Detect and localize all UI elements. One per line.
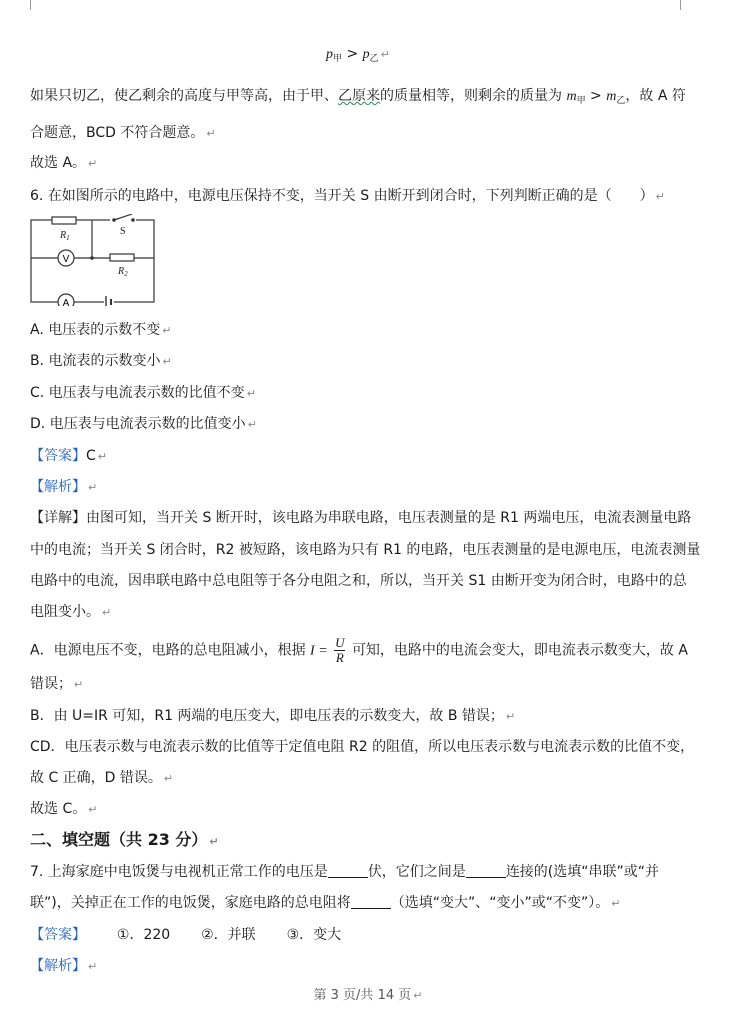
- question-7-line-2: 联”)，关掉正在工作的电饭煲，家庭电路的总电阻将 （选填“变大”、“变小”或“不变”）。 ↵: [30, 895, 621, 911]
- option-c: C. 电压表与电流表示数的比值不变 ↵: [30, 385, 256, 401]
- battery: [104, 296, 114, 306]
- resistor-r1: [52, 217, 76, 224]
- resistor-r2: [110, 254, 134, 261]
- option-d: D. 电压表与电流表示数的比值变小 ↵: [30, 416, 257, 432]
- svg-text:V: V: [62, 254, 70, 265]
- page-footer: 第 3 页/共 14 页 ↵: [313, 988, 423, 1003]
- answer-7: 【答案】 ①．220 ②．并联 ③．变大: [30, 927, 342, 943]
- analysis-6: 【解析】 ↵: [30, 479, 98, 495]
- paragraph-1: 如果只切乙，使乙剩余的高度与甲等高，由于甲、乙原来的质量相等，则剩余的质量为 $m_甲 > m_乙$，故 A 符: [30, 88, 686, 106]
- detail-line-2: 中的电流；当开关 S 闭合时，R2 被短路，该电路为只有 R1 的电路，电压表测量的是电源电压，电流表测量: [30, 542, 701, 558]
- top-formula: $p_甲 > p_乙$ ↵: [326, 46, 390, 64]
- junction-node: [90, 256, 94, 260]
- detail-line-4: 电阻变小。 ↵: [30, 604, 112, 620]
- blank-2: [466, 863, 506, 878]
- answer-6: 【答案】C ↵: [30, 448, 107, 464]
- blank-3: [351, 894, 391, 909]
- label-s: S: [120, 226, 126, 237]
- svg-text:A: A: [62, 298, 70, 306]
- blank-1: [328, 863, 368, 878]
- detail-line-1: 【详解】由图可知，当开关 S 断开时，该电路为串联电路，电压表测量的是 R1 两端电压，电流表测量电路: [30, 510, 692, 526]
- explanation-cd: CD．电压表示数与电流表示数的比值等于定值电阻 R2 的阻值，所以电压表示数与电流表示数的比值不变，: [30, 739, 695, 755]
- question-6: 6. 在如图所示的电路中，电源电压保持不变，当开关 S 由断开到闭合时，下列判断正确的是（ ） ↵: [30, 188, 665, 204]
- analysis-7: 【解析】 ↵: [30, 958, 98, 974]
- explanation-a: A．电源电压不变，电路的总电阻减小，根据 I = $\frac{U}{R}$ 可知，电路中的电流会变大，即电流表示数变大，故 A: [30, 635, 688, 665]
- ammeter: [58, 294, 74, 306]
- question-7-line-1: 7. 上海家庭中电饭煲与电视机正常工作的电压是 伏，它们之间是 连接的(选填“串联”或“并: [30, 864, 660, 880]
- label-r2: $R_2$: [118, 266, 128, 278]
- paragraph-1c: 故选 A。 ↵: [30, 155, 98, 171]
- detail-line-3: 电路中的电流，因串联电路中总电阻等于各分电阻之和，所以，当开关 S1 由断开变为闭合时，电路中的总: [30, 573, 687, 589]
- explanation-cd3: 故选 C。 ↵: [30, 801, 98, 817]
- circuit-diagram: [30, 214, 156, 306]
- fraction-u-over-r: $\frac{U}{R}$: [335, 635, 345, 665]
- label-r1: $R_1$: [60, 230, 70, 242]
- margin-corner-left: [30, 0, 31, 10]
- margin-corner-right: [680, 0, 681, 10]
- switch-s: [110, 214, 136, 223]
- option-a: A. 电压表的示数不变 ↵: [30, 322, 172, 338]
- explanation-cd2: 故 C 正确，D 错误。 ↵: [30, 770, 174, 786]
- voltmeter: [58, 250, 74, 266]
- section-heading: 二、填空题（共 23 分） ↵: [30, 830, 219, 849]
- explanation-a2: 错误； ↵: [30, 676, 84, 692]
- paragraph-1b: 合题意，BCD 不符合题意。 ↵: [30, 125, 216, 141]
- explanation-b: B．由 U=IR 可知，R1 两端的电压变大，即电压表的示数变大，故 B 错误； ↵: [30, 708, 516, 724]
- option-b: B. 电流表的示数变小 ↵: [30, 353, 172, 369]
